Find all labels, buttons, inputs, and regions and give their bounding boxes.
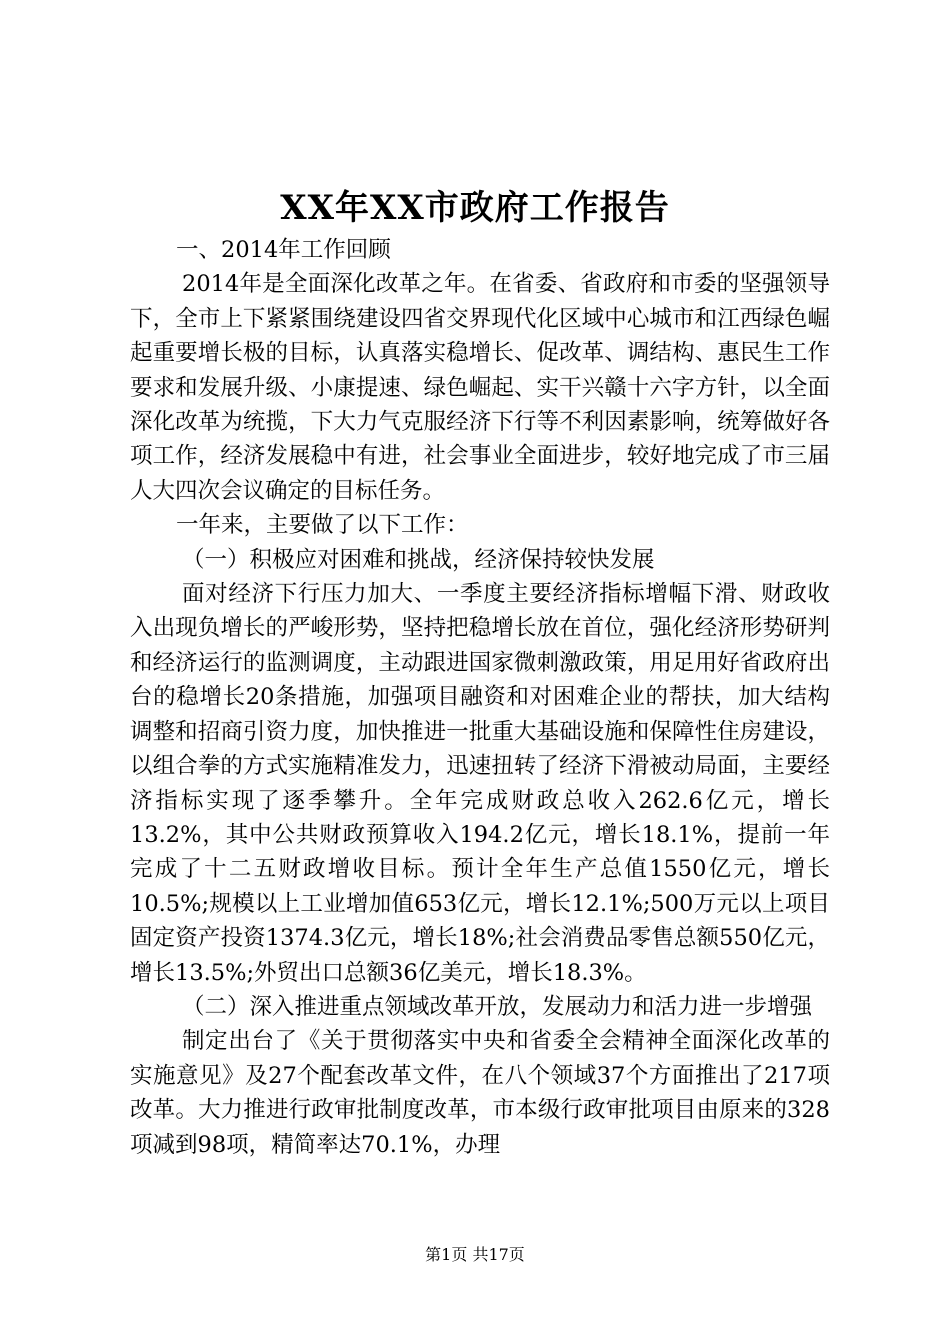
paragraph: 面对经济下行压力加大、一季度主要经济指标增幅下滑、财政收入出现负增长的严峻形势，坚持把稳增长放在首位，强化经济形势研判和经济运行的监测调度，主动跟进国家微刺激政策，用足用好省政府出台的稳增长20条措施，加强项目融资和对困难企业的帮扶，加大结构调整和招商引资力度，加快推进一批重大基础设施和保障性住房建设，以组合拳的方式实施精准发力，迅速扭转了经济下滑被动局面，主要经济指标实现了逐季攀升。全年完成财政总收入262.6亿元，增长13.2%，其中公共财政预算收入194.2亿元，增长18.1%，提前一年完成了十二五财政增收目标。预计全年生产总值1550亿元，增长10.5%;规模以上工业增加值653亿元，增长12.1%;500万元以上项目固定资产投资1374.3亿元，增长18%;社会消费品零售总额550亿元，增长13.5%;外贸出口总额36亿美元，增长18.3%。 [130, 581, 830, 986]
paragraph: 2014年是全面深化改革之年。在省委、省政府和市委的坚强领导下，全市上下紧紧围绕建设四省交界现代化区域中心城市和江西绿色崛起重要增长极的目标，认真落实稳增长、促改革、调结构、惠民生工作要求和发展升级、小康提速、绿色崛起、实干兴赣十六字方针，以全面深化改革为统揽，下大力气克服经济下行等不利因素影响，统筹做好各项工作，经济发展稳中有进，社会事业全面进步，较好地完成了市三届人大四次会议确定的目标任务。 [130, 271, 830, 504]
document-body [130, 233, 830, 1162]
page-number-footer: 第1页 共17页 [425, 1245, 525, 1264]
paragraph: 制定出台了《关于贯彻落实中央和省委全会精神全面深化改革的实施意见》及27个配套改革文件，在八个领域37个方面推出了217项改革。大力推进行政审批制度改革，市本级行政审批项目由原来的328项减到98项，精简率达70.1%，办理 [130, 1028, 830, 1158]
paragraph: 一年来，主要做了以下工作： [176, 512, 469, 539]
subsection-heading: （二）深入推进重点领域改革开放，发展动力和活力进一步增强 [182, 993, 813, 1020]
section-heading: 一、2014年工作回顾 [176, 237, 391, 263]
document-title: XX年XX市政府工作报告 [280, 188, 670, 228]
subsection-heading: （一）积极应对困难和挑战，经济保持较快发展 [182, 546, 655, 573]
